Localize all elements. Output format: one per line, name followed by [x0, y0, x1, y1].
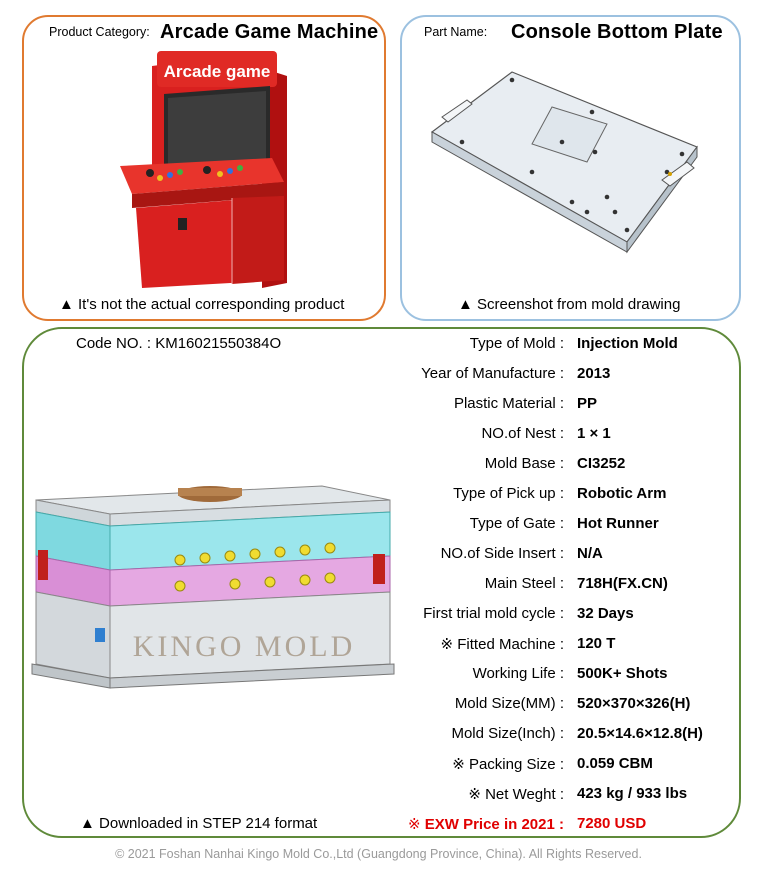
spec-label: First trial mold cycle	[423, 605, 556, 622]
mold-caption: ▲ Downloaded in STEP 214 format	[80, 815, 318, 832]
spec-label: Main Steel	[484, 575, 556, 592]
spec-value: CI3252	[577, 455, 626, 472]
spec-mark: ※	[440, 636, 454, 653]
spec-value: 20.5×14.6×12.8(H)	[577, 725, 703, 742]
spec-label: Type of Mold	[469, 335, 556, 352]
spec-value: 0.059 CBM	[577, 755, 653, 772]
spec-row: Type of Pick up : Robotic Arm	[453, 485, 667, 502]
spec-value: N/A	[577, 545, 603, 562]
part-name-value: Console Bottom Plate	[511, 21, 723, 43]
spec-row: Main Steel : 718H(FX.CN)	[484, 575, 668, 592]
spec-label: Year of Manufacture	[421, 365, 556, 382]
spec-label: Type of Gate	[469, 515, 556, 532]
spec-label: Net Weght	[485, 786, 556, 803]
spec-row: Working Life : 500K+ Shots	[472, 665, 668, 682]
price-mark: ※	[408, 816, 421, 833]
part-name-label: Part Name:	[424, 25, 488, 39]
spec-row: Type of Mold : Injection Mold	[469, 335, 678, 352]
spec-value: 120 T	[577, 635, 616, 652]
spec-label: Fitted Machine	[457, 636, 556, 653]
spec-row: Plastic Material : PP	[453, 395, 598, 412]
spec-row: ※ Packing Size : 0.059 CBM	[452, 755, 653, 773]
spec-value: 718H(FX.CN)	[577, 575, 668, 592]
spec-row: Year of Manufacture : 2013	[421, 365, 611, 382]
spec-row: Mold Size(MM) : 520×370×326(H)	[454, 695, 691, 712]
spec-label: NO.of Side Insert	[440, 545, 556, 562]
spec-label: Plastic Material	[453, 395, 556, 412]
price-value: 7280 USD	[577, 815, 647, 832]
coin-slot	[178, 218, 187, 230]
product-caption: ▲ It's not the actual corresponding product	[59, 296, 345, 313]
spec-row: Mold Size(Inch) : 20.5×14.6×12.8(H)	[451, 725, 703, 742]
code-value: KM16021550384O	[155, 335, 282, 352]
spec-value: 2013	[577, 365, 611, 382]
arcade-machine-image	[112, 48, 292, 293]
copyright-footer: © 2021 Foshan Nanhai Kingo Mold Co.,Ltd (Guangdong Province, China). All Rights Reserved.	[115, 847, 642, 861]
spec-row: Mold Base : CI3252	[484, 455, 626, 472]
spec-label: Working Life	[472, 665, 556, 682]
spec-mark: ※	[452, 756, 465, 773]
spec-row: ※ Net Weght : 423 kg / 933 lbs	[468, 785, 688, 803]
mold-watermark: KINGO MOLD	[132, 630, 356, 663]
product-category-value: Arcade Game Machine	[160, 21, 379, 43]
part-caption: ▲ Screenshot from mold drawing	[458, 296, 681, 313]
spec-row: ※ Fitted Machine : 120 T	[440, 635, 616, 653]
spec-value: Hot Runner	[577, 515, 659, 532]
spec-row: First trial mold cycle : 32 Days	[423, 605, 634, 622]
spec-label: NO.of Nest	[481, 425, 556, 442]
spec-label: Mold Size(Inch)	[451, 725, 556, 742]
spec-label: Type of Pick up	[453, 485, 556, 502]
spec-value: Robotic Arm	[577, 485, 667, 502]
spec-value: PP	[577, 395, 598, 412]
spec-row: NO.of Nest : 1 × 1	[481, 425, 611, 442]
spec-value: 423 kg / 933 lbs	[577, 785, 688, 802]
spec-label: Mold Size(MM)	[454, 695, 556, 712]
code-label: Code NO. :	[76, 335, 152, 352]
marquee-text: Arcade game	[163, 62, 271, 81]
bottom-plate-drawing	[412, 62, 712, 277]
spec-label: Packing Size	[468, 756, 556, 773]
product-category-label: Product Category:	[49, 25, 150, 39]
spec-value: 500K+ Shots	[577, 665, 668, 682]
price-row: ※ EXW Price in 2021 : 7280 USD	[408, 815, 647, 833]
spec-row: NO.of Side Insert : N/A	[440, 545, 603, 562]
spec-label: Mold Base	[484, 455, 556, 472]
spec-value: 32 Days	[577, 605, 634, 622]
spec-mark: ※	[468, 786, 481, 803]
spec-value: Injection Mold	[577, 335, 678, 352]
spec-value: 1 × 1	[577, 425, 611, 442]
spec-value: 520×370×326(H)	[577, 695, 691, 712]
spec-row: Type of Gate : Hot Runner	[469, 515, 659, 532]
price-label: EXW Price in 2021	[424, 816, 555, 833]
